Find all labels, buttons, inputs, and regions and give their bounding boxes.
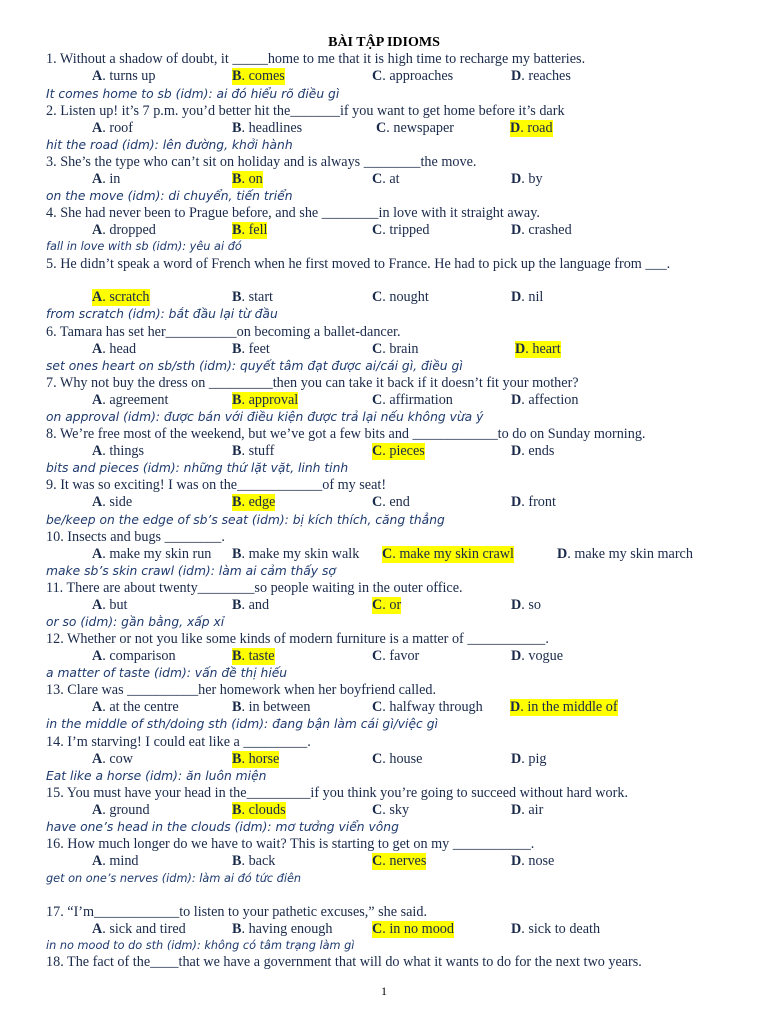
option-d: D. reaches — [511, 68, 571, 84]
idiom-note: get on one’s nerves (idm): làm ai đó tức điên — [46, 872, 302, 885]
option-a: A. scratch — [92, 289, 150, 305]
options-row — [0, 222, 768, 239]
options-row — [0, 289, 768, 306]
question-text: 4. She had never been to Prague before, and she ________in love with it straight away. — [46, 205, 540, 221]
option-c: C. nought — [372, 289, 429, 305]
option-c: C. newspaper — [376, 120, 455, 136]
option-b: B. having enough — [232, 921, 333, 937]
option-a: A. ground — [92, 802, 150, 818]
question-text: 5. He didn’t speak a word of French when he first moved to France. He had to pick up the language from ___. — [46, 256, 671, 272]
options-row — [0, 751, 768, 768]
question-text: 17. “I’m____________to listen to your pathetic excuses,” she said. — [46, 904, 428, 920]
option-b: B. start — [232, 289, 273, 305]
option-d: D. affection — [511, 392, 579, 408]
idiom-note: be/keep on the edge of sb’s seat (idm): bị kích thích, căng thẳng — [46, 513, 445, 527]
option-d: D. so — [511, 597, 541, 613]
option-b: B. stuff — [232, 443, 275, 459]
question-text: 12. Whether or not you like some kinds of modern furniture is a matter of ___________. — [46, 631, 549, 647]
options-row — [0, 171, 768, 188]
option-c: C. or — [372, 597, 402, 613]
option-d: D. road — [510, 120, 553, 136]
option-c: C. favor — [372, 648, 420, 664]
idiom-note: from scratch (idm): bắt đầu lại từ đầu — [46, 307, 278, 321]
option-d: D. make my skin march — [557, 546, 693, 562]
option-a: A. agreement — [92, 392, 169, 408]
option-d: D. pig — [511, 751, 547, 767]
option-d: D. nose — [511, 853, 555, 869]
option-c: C. tripped — [372, 222, 430, 238]
option-b: B. in between — [232, 699, 311, 715]
idiom-note: It comes home to sb (idm): ai đó hiểu rõ điều gì — [46, 87, 340, 101]
question-text: 2. Listen up! it’s 7 p.m. you’d better hit the_______if you want to get home before it’s dark — [46, 103, 565, 119]
option-a: A. side — [92, 494, 133, 510]
options-row — [0, 443, 768, 460]
options-row — [0, 597, 768, 614]
options-row — [0, 546, 768, 563]
idiom-note: or so (idm): gần bằng, xấp xỉ — [46, 615, 225, 629]
option-a: A. turns up — [92, 68, 156, 84]
option-a: A. comparison — [92, 648, 176, 664]
option-a: A. cow — [92, 751, 133, 767]
option-b: B. headlines — [232, 120, 303, 136]
option-a: A. sick and tired — [92, 921, 186, 937]
option-b: B. horse — [232, 751, 280, 767]
option-c: C. nerves — [372, 853, 427, 869]
option-c: C. end — [372, 494, 410, 510]
question-text: 1. Without a shadow of doubt, it _____home to me that it is high time to recharge my batteries. — [46, 51, 586, 67]
question-text: 3. She’s the type who can’t sit on holiday and is always ________the move. — [46, 154, 477, 170]
option-d: D. crashed — [511, 222, 572, 238]
option-c: C. brain — [372, 341, 419, 357]
question-text: 13. Clare was __________her homework when her boyfriend called. — [46, 682, 437, 698]
options-row — [0, 392, 768, 409]
idiom-note: Eat like a horse (idm): ăn luôn miện — [46, 769, 267, 783]
option-c: C. in no mood — [372, 921, 454, 937]
options-row — [0, 802, 768, 819]
option-b: B. on — [232, 171, 263, 187]
page-title: BÀI TẬP IDIOMS — [328, 35, 440, 50]
option-c: C. at — [372, 171, 400, 187]
options-row — [0, 68, 768, 85]
option-a: A. make my skin run — [92, 546, 212, 562]
options-row — [0, 341, 768, 358]
option-d: D. sick to death — [511, 921, 601, 937]
option-a: A. head — [92, 341, 137, 357]
options-row — [0, 494, 768, 511]
page-number: 1 — [381, 984, 387, 998]
question-text: 14. I’m starving! I could eat like a _________. — [46, 734, 311, 750]
option-b: B. make my skin walk — [232, 546, 360, 562]
idiom-note: make sb’s skin crawl (idm): làm ai cảm thấy sợ — [46, 564, 336, 578]
idiom-note: a matter of taste (idm): vấn đề thị hiếu — [46, 666, 288, 680]
question-text: 6. Tamara has set her__________on becoming a ballet-dancer. — [46, 324, 401, 340]
option-d: D. air — [511, 802, 544, 818]
option-a: A. roof — [92, 120, 133, 136]
idiom-note: have one’s head in the clouds (idm): mơ tưởng viển vông — [46, 820, 399, 834]
option-b: B. approval — [232, 392, 299, 408]
idiom-note: in no mood to do sth (idm): không có tâm trạng làm gì — [46, 939, 355, 952]
option-b: B. clouds — [232, 802, 286, 818]
question-text: 7. Why not buy the dress on _________then you can take it back if it doesn’t fit your mother? — [46, 375, 579, 391]
question-text: 15. You must have your head in the_________if you think you’re going to succeed without hard work. — [46, 785, 628, 801]
option-b: B. edge — [232, 494, 276, 510]
option-c: C. make my skin crawl — [382, 546, 514, 562]
option-b: B. fell — [232, 222, 268, 238]
option-d: D. ends — [511, 443, 555, 459]
options-row — [0, 699, 768, 716]
options-row — [0, 120, 768, 137]
option-d: D. in the middle of — [510, 699, 618, 715]
option-b: B. taste — [232, 648, 275, 664]
idiom-note: on approval (idm): được bán với điều kiện được trả lại nếu không vừa ý — [46, 410, 484, 424]
question-text: 8. We’re free most of the weekend, but we’ve got a few bits and ____________to do on Sunday morning. — [46, 426, 646, 442]
option-d: D. nil — [511, 289, 544, 305]
option-b: B. comes — [232, 68, 285, 84]
option-c: C. affirmation — [372, 392, 453, 408]
idiom-note: bits and pieces (idm): những thứ lặt vặt, linh tinh — [46, 461, 349, 475]
option-a: A. things — [92, 443, 145, 459]
idiom-note: fall in love with sb (idm): yêu ai đó — [46, 240, 242, 253]
option-d: D. heart — [515, 341, 561, 357]
question-text: 16. How much longer do we have to wait? This is starting to get on my ___________. — [46, 836, 535, 852]
idiom-note: hit the road (idm): lên đường, khởi hành — [46, 138, 293, 152]
question-text: 11. There are about twenty________so people waiting in the outer office. — [46, 580, 463, 596]
option-d: D. by — [511, 171, 543, 187]
option-a: A. dropped — [92, 222, 156, 238]
question-text: 9. It was so exciting! I was on the____________of my seat! — [46, 477, 387, 493]
options-row — [0, 648, 768, 665]
idiom-note: set ones heart on sb/sth (idm): quyết tâm đạt được ai/cái gì, điều gì — [46, 359, 463, 373]
idiom-note: in the middle of sth/doing sth (idm): đang bận làm cái gì/việc gì — [46, 717, 438, 731]
option-b: B. and — [232, 597, 270, 613]
question-text: 10. Insects and bugs ________. — [46, 529, 225, 545]
question-text: 18. The fact of the____that we have a government that will do what it wants to do for the next two years. — [46, 954, 642, 970]
option-d: D. front — [511, 494, 556, 510]
option-a: A. at the centre — [92, 699, 179, 715]
option-b: B. back — [232, 853, 276, 869]
option-d: D. vogue — [511, 648, 564, 664]
option-a: A. mind — [92, 853, 139, 869]
option-c: C. approaches — [372, 68, 454, 84]
option-a: A. but — [92, 597, 128, 613]
options-row — [0, 853, 768, 870]
option-c: C. sky — [372, 802, 410, 818]
option-c: C. halfway through — [372, 699, 483, 715]
option-c: C. pieces — [372, 443, 425, 459]
options-row — [0, 921, 768, 938]
option-a: A. in — [92, 171, 121, 187]
option-b: B. feet — [232, 341, 270, 357]
idiom-note: on the move (idm): di chuyển, tiến triển — [46, 189, 293, 203]
option-c: C. house — [372, 751, 423, 767]
